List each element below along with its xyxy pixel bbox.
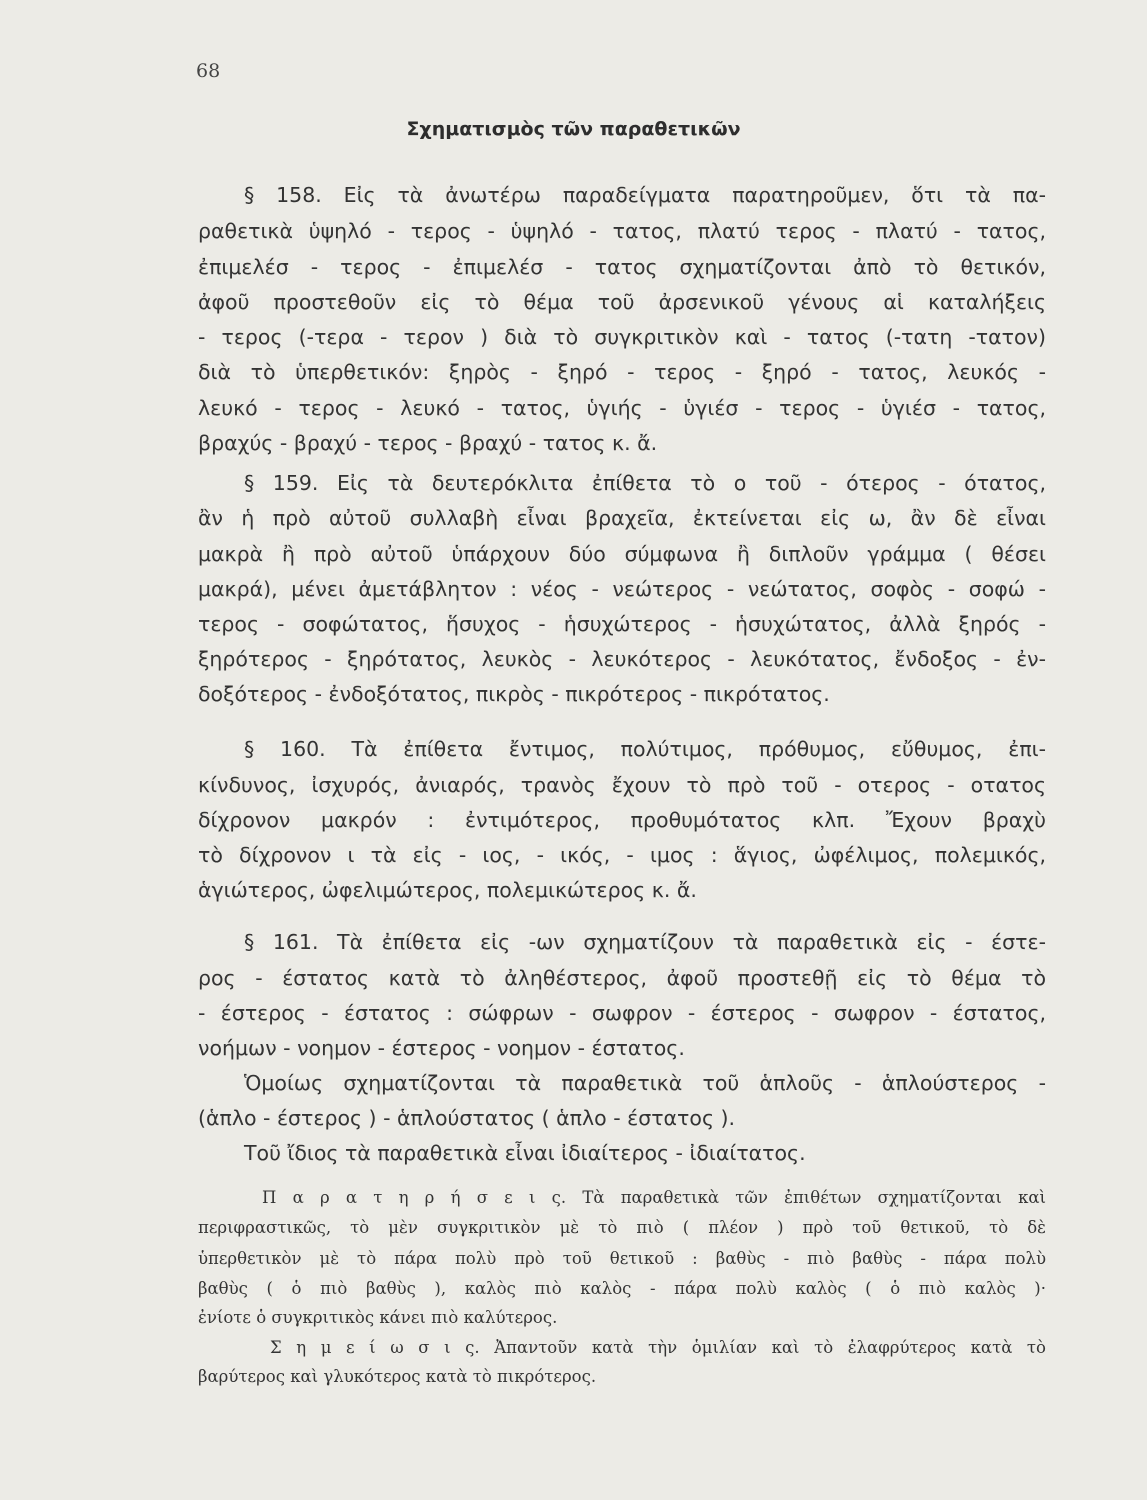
text-line: Τοῦ ἴδιος τὰ παραθετικὰ εἶναι ἰδιαίτερος - ἰδιαίτατος. [244, 1141, 806, 1165]
text-line: μακρά), μένει ἀμετάβλητον : νέος - νεώτερος - νεώτατος, σοφὸς - σοφώ - [198, 577, 1046, 601]
text-line: § 158. Εἰς τὰ ἀνωτέρω παραδείγματα παρατηροῦμεν, ὅτι τὰ πα- [244, 183, 1046, 207]
text-line: ἐπιμελέσ - τερος - ἐπιμελέσ - τατος σχηματίζονται ἀπὸ τὸ θετικόν, [198, 255, 1046, 279]
text-line: ἁγιώτερος, ὠφελιμώτερος, πολεμικώτερος κ. ἄ. [198, 878, 697, 902]
note-line: Π α ρ α τ η ρ ή σ ε ι ς. Τὰ παραθετικὰ τῶν ἐπιθέτων σχηματίζονται καὶ [262, 1188, 1046, 1207]
text-line: ρος - έστατος κατὰ τὸ ἀληθέστερος, ἀφοῦ προστεθῇ εἰς τὸ θέμα τὸ [198, 966, 1046, 990]
note-line: βαρύτερος καὶ γλυκότερος κατὰ τὸ πικρότερος. [198, 1367, 597, 1386]
note-line: περιφραστικῶς, τὸ μὲν συγκριτικὸν μὲ τὸ πιὸ ( πλέον ) πρὸ τοῦ θετικοῦ, τὸ δὲ [198, 1218, 1046, 1237]
text-line: ραθετικὰ ὑψηλό - τερος - ὑψηλό - τατος, πλατύ τερος - πλατύ - τατος, [198, 219, 1046, 243]
text-line: τὸ δίχρονον ι τὰ εἰς - ιος, - ικός, - ιμος : ἅγιος, ὠφέλιμος, πολεμικός, [198, 843, 1046, 867]
text-line: νοήμων - νοημον - έστερος - νοημον - έστατος. [198, 1036, 685, 1060]
text-line: δοξότερος - ἐνδοξότατος, πικρὸς - πικρότερος - πικρότατος. [198, 682, 830, 706]
text-line: δίχρονον μακρόν : ἐντιμότερος, προθυμότατος κλπ. Ἔχουν βραχὺ [198, 808, 1046, 832]
text-line: ἀφοῦ προστεθοῦν εἰς τὸ θέμα τοῦ ἀρσενικοῦ γένους αἱ καταλήξεις [198, 290, 1046, 314]
note-line: ὑπερθετικὸν μὲ τὸ πάρα πολὺ πρὸ τοῦ θετικοῦ : βαθὺς - πιὸ βαθὺς - πάρα πολὺ [198, 1249, 1046, 1268]
section-title: Σχηματισμὸς τῶν παραθετικῶν [406, 118, 741, 140]
text-line: ξηρότερος - ξηρότατος, λευκὸς - λευκότερος - λευκότατος, ἔνδοξος - ἐν- [198, 647, 1046, 671]
text-line: § 160. Τὰ ἐπίθετα ἔντιμος, πολύτιμος, πρόθυμος, εὔθυμος, ἐπι- [244, 737, 1046, 761]
text-line: (ἁπλο - έστερος ) - ἁπλούστατος ( ἁπλο - έστατος ). [198, 1106, 736, 1130]
text-line: § 159. Εἰς τὰ δευτερόκλιτα ἐπίθετα τὸ ο τοῦ - ότερος - ότατος, [244, 471, 1046, 495]
note-line: Σ η μ ε ί ω σ ι ς. Ἀπαντοῦν κατὰ τὴν ὁμιλίαν καὶ τὸ ἐλαφρύτερος κατὰ τὸ [270, 1338, 1046, 1357]
note-line: ἐνίοτε ὁ συγκριτικὸς κάνει πιὸ καλύτερος. [198, 1308, 558, 1327]
text-line: μακρὰ ἢ πρὸ αὐτοῦ ὑπάρχουν δύο σύμφωνα ἢ διπλοῦν γράμμα ( θέσει [198, 542, 1046, 566]
text-line: λευκό - τερος - λευκό - τατος, ὑγιής - ὑγιέσ - τερος - ὑγιέσ - τατος, [198, 396, 1046, 420]
text-line: Ὁμοίως σχηματίζονται τὰ παραθετικὰ τοῦ ἁπλοῦς - ἁπλούστερος - [244, 1071, 1046, 1095]
text-line: § 161. Τὰ ἐπίθετα εἰς -ων σχηματίζουν τὰ παραθετικὰ εἰς - έστε- [244, 930, 1046, 954]
text-line: ἂν ἡ πρὸ αὐτοῦ συλλαβὴ εἶναι βραχεῖα, ἐκτείνεται εἰς ω, ἂν δὲ εἶναι [198, 506, 1046, 530]
page-number: 68 [196, 60, 221, 82]
text-line: - έστερος - έστατος : σώφρων - σωφρον - έστερος - σωφρον - έστατος, [198, 1001, 1046, 1025]
text-line: κίνδυνος, ἰσχυρός, ἀνιαρός, τρανὸς ἔχουν τὸ πρὸ τοῦ - οτερος - οτατος [198, 773, 1046, 797]
text-line: βραχύς - βραχύ - τερος - βραχύ - τατος κ. ἄ. [198, 431, 658, 455]
text-line: τερος - σοφώτατος, ἥσυχος - ἡσυχώτερος - ἡσυχώτατος, ἀλλὰ ξηρός - [198, 612, 1046, 636]
note-line: βαθὺς ( ὁ πιὸ βαθὺς ), καλὸς πιὸ καλὸς - πάρα πολὺ καλὸς ( ὁ πιὸ καλὸς )· [198, 1279, 1046, 1298]
text-line: - τερος (-τερα - τερον ) διὰ τὸ συγκριτικὸν καὶ - τατος (-τατη -τατον) [198, 325, 1046, 349]
text-line: διὰ τὸ ὑπερθετικόν: ξηρὸς - ξηρό - τερος - ξηρό - τατος, λευκός - [198, 360, 1046, 384]
